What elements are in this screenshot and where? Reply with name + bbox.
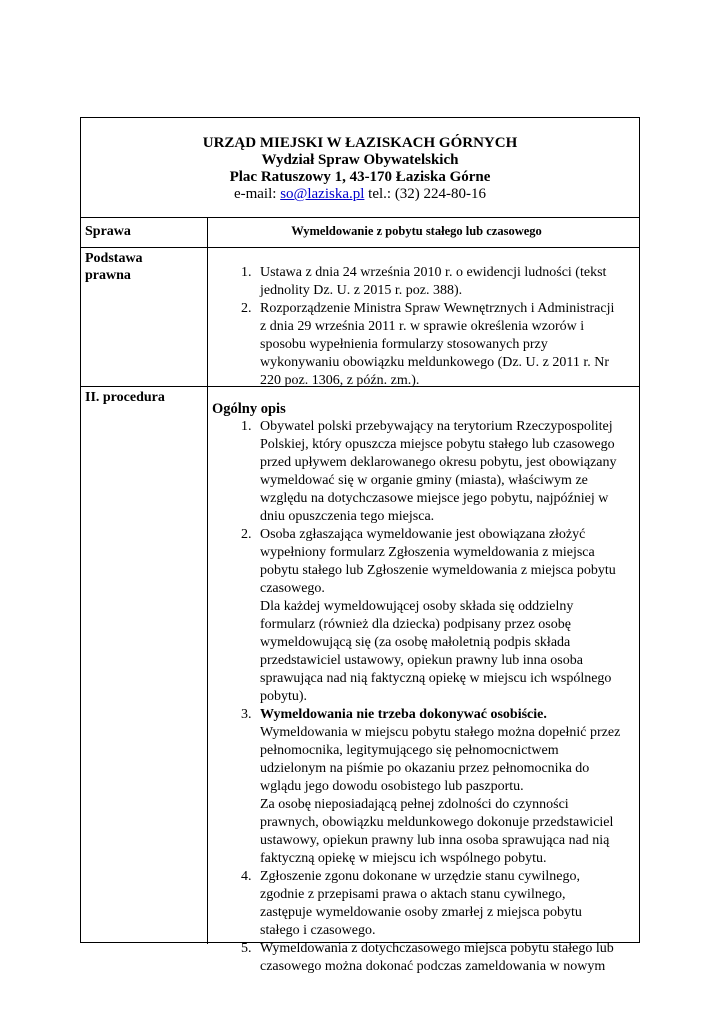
row-podstawa-prawna	[81, 248, 639, 387]
procedura-value	[208, 387, 639, 974]
info-table	[80, 117, 640, 974]
procedura-label: II. procedura	[81, 387, 208, 944]
department-name: Wydział Spraw Obywatelskich	[261, 152, 459, 168]
list-item: 1. Obywatel polski przebywający na terytorium Rzeczypospolitej Polskiej, który opuszcza miejsce pobytu stałego lub czasowego przed upływem deklarowanego okresu pobytu, jest obowiązany wymeldować się w organie gminy (miasta), właściwym ze względu na dotychczasowe miejsce jego pobytu, najpóźniej w dniu opuszczenia tego miejsca.	[255, 418, 621, 526]
podstawa-label	[81, 248, 208, 386]
list-item: 1. Ustawa z dnia 24 września 2010 r. o ewidencji ludności (tekst jednolity Dz. U. z 2015 r. poz. 388).	[255, 264, 621, 300]
paragraph: 2. Osoba zgłaszająca wymeldowanie jest obowiązana złożyć wypełniony formularz Zgłoszenia wymeldowania z miejsca pobytu stałego lub Zgłoszenie wymeldowania z miejsca pobytu czasowego.	[260, 527, 616, 596]
list-item: 4. Zgłoszenie zgonu dokonane w urzędzie stanu cywilnego, zgodnie z przepisami prawa o aktach stanu cywilnego, zastępuje wymeldowanie osoby zmarłej z miejsca pobytu stałego i czasowego.	[255, 868, 621, 940]
podstawa-label-line1: Podstawa	[85, 251, 143, 266]
paragraph: Wymeldowania w miejscu pobytu stałego można dopełnić przez pełnomocnika, legitymującego się pełnomocnictwem udzielonym na piśmie po okazaniu przez pełnomocnika do wglądu jego dowodu osobistego lub paszportu.	[260, 725, 621, 794]
office-address: Plac Ratuszowy 1, 43-170 Łaziska Górne	[229, 169, 491, 185]
list-item: 5. Wymeldowania z dotychczasowego miejsca pobytu stałego lub czasowego można dokonać podczas zameldowania w nowym	[255, 940, 621, 976]
paragraph: Za osobę nieposiadającą pełnej zdolności do czynności prawnych, obowiązku meldunkowego dokonuje przedstawiciel ustawowy, opiekun prawny lub inna osoba sprawująca nad nią faktyczną opiekę w miejscu ich wspólnego pobytu.	[260, 797, 614, 866]
podstawa-label-line2: prawna	[85, 268, 131, 283]
paragraph: Dla każdej wymeldowującej osoby składa się oddzielny formularz (również dla dziecka) podpisany przez osobę wymeldowującą się (za osobę małoletnią podpis składa przedstawiciel ustawowy, opiekun prawny lub inna osoba sprawująca nad nią faktyczną opiekę w miejscu ich wspólnego pobytu).	[260, 599, 612, 704]
email-link[interactable]: so@laziska.pl	[280, 186, 365, 202]
contact-line	[81, 186, 639, 203]
sprawa-label: Sprawa	[81, 218, 208, 247]
sprawa-value: Wymeldowanie z pobytu stałego lub czasowego	[291, 224, 542, 238]
office-name: URZĄD MIEJSKI W ŁAZISKACH GÓRNYCH	[202, 135, 518, 151]
procedure-list	[212, 418, 621, 976]
list-item: 2. Rozporządzenie Ministra Spraw Wewnętrznych i Administracji z dnia 29 września 2011 r. w sprawie określenia wzorów i sposobu wypełnienia formularzy stosowanych przy wykonywaniu obowiązku meldunkowego (Dz. U. z 2011 r. Nr 220 poz. 1306, z późn. zm.).	[255, 300, 621, 390]
office-header	[81, 118, 639, 218]
list-item	[255, 706, 621, 868]
row-sprawa	[81, 218, 639, 248]
legal-basis-list	[212, 248, 621, 390]
phone-text: tel.: (32) 224-80-16	[364, 186, 487, 202]
row-procedura	[81, 387, 639, 974]
email-label: e-mail:	[233, 186, 281, 202]
list-item	[255, 526, 621, 706]
podstawa-value	[208, 248, 639, 386]
section-title: Ogólny opis	[212, 401, 286, 417]
paragraph-bold: 3. Wymeldowania nie trzeba dokonywać osobiście.	[260, 707, 547, 722]
